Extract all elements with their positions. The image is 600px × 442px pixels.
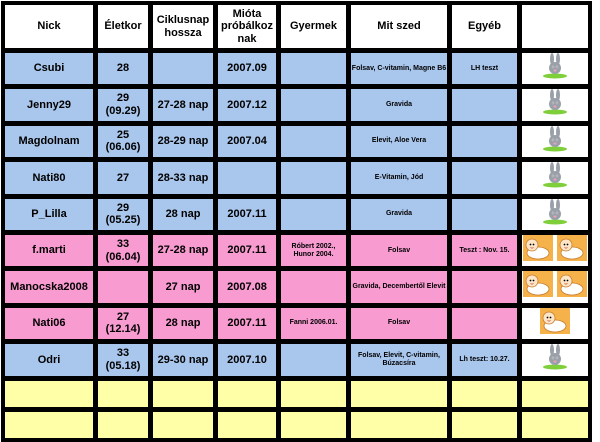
cell-meds: Folsav, Elevit, C-vitamin, Búzacsíra (350, 343, 448, 376)
cell-cycle: 28-33 nap (152, 161, 214, 194)
table-row (4, 88, 589, 121)
cell-nick: P_Lilla (4, 198, 94, 231)
cell-age: 29 (09.29) (97, 88, 149, 121)
cell-cycle (152, 380, 214, 408)
table-row (4, 234, 589, 267)
cell-since: 2007.10 (217, 343, 277, 376)
cell-icons (521, 380, 589, 408)
cell-other: Teszt : Nov. 15. (451, 234, 518, 267)
cell-cycle: 27-28 nap (152, 234, 214, 267)
cell-nick: Csubi (4, 52, 94, 85)
header-cycle (152, 4, 214, 49)
cell-child (280, 198, 347, 231)
tracking-table (1, 1, 592, 442)
cell-meds: Gravida (350, 88, 448, 121)
header-cycle-line-1: Ciklusnap (156, 13, 210, 26)
cell-meds: Folsav, C-vitamin, Magne B6 (350, 52, 448, 85)
cell-since: 2007.11 (217, 307, 277, 340)
header-since-line-2: próbálkoz (221, 20, 273, 33)
header-since-line-3: nak (237, 32, 257, 45)
baby-icon (523, 235, 553, 266)
cell-meds: Gravida (350, 198, 448, 231)
table-row (4, 52, 589, 85)
bunny-icon (542, 53, 568, 84)
cell-cycle: 28 nap (152, 198, 214, 231)
cell-meds: Gravida, Decembertől Elevit (350, 270, 448, 303)
cell-child: Fanni 2006.01. (280, 307, 347, 340)
header-since (217, 4, 277, 49)
cell-age (97, 270, 149, 303)
cell-since: 2007.09 (217, 52, 277, 85)
table-row (4, 380, 589, 408)
baby-icon (557, 271, 587, 302)
cell-meds: Folsav (350, 307, 448, 340)
header-icons (521, 4, 589, 49)
cell-since: 2007.11 (217, 198, 277, 231)
cell-meds (350, 411, 448, 439)
cell-other (451, 307, 518, 340)
cell-child (280, 52, 347, 85)
cell-other: Lh teszt: 10.27. (451, 343, 518, 376)
cell-other (451, 161, 518, 194)
cell-age (97, 411, 149, 439)
cell-icons (521, 198, 589, 231)
header-cycle-line-2: hossza (164, 26, 202, 39)
bunny-icon (542, 89, 568, 120)
bunny-icon (542, 199, 568, 230)
cell-nick: Nati80 (4, 161, 94, 194)
bunny-icon (542, 126, 568, 157)
cell-child (280, 343, 347, 376)
table-row (4, 161, 589, 194)
cell-icons (521, 234, 589, 267)
cell-since: 2007.11 (217, 234, 277, 267)
cell-cycle: 27 nap (152, 270, 214, 303)
cell-meds: E-Vitamin, Jód (350, 161, 448, 194)
cell-child (280, 270, 347, 303)
cell-since: 2007.08 (217, 270, 277, 303)
cell-age: 33 (06.04) (97, 234, 149, 267)
cell-child (280, 161, 347, 194)
baby-icon (557, 235, 587, 266)
table-row (4, 125, 589, 158)
header-meds: Mit szed (350, 4, 448, 49)
bunny-icon (542, 344, 568, 375)
cell-other (451, 380, 518, 408)
cell-icons (521, 125, 589, 158)
cell-icons (521, 307, 589, 340)
cell-age: 25 (06.06) (97, 125, 149, 158)
table-row (4, 411, 589, 439)
cell-icons (521, 52, 589, 85)
cell-nick (4, 380, 94, 408)
baby-icon (523, 271, 553, 302)
header-row (4, 4, 589, 49)
table-body (4, 52, 589, 439)
cell-age: 29 (05.25) (97, 198, 149, 231)
cell-child (280, 125, 347, 158)
cell-nick: f.marti (4, 234, 94, 267)
cell-cycle (152, 411, 214, 439)
cell-icons (521, 88, 589, 121)
cell-child: Róbert 2002., Hunor 2004. (280, 234, 347, 267)
header-other: Egyéb (451, 4, 518, 49)
table-row (4, 307, 589, 340)
cell-age: 28 (97, 52, 149, 85)
table-row (4, 198, 589, 231)
cell-cycle: 28-29 nap (152, 125, 214, 158)
cell-icons (521, 343, 589, 376)
cell-icons (521, 161, 589, 194)
bunny-icon (542, 162, 568, 193)
cell-other (451, 270, 518, 303)
table-row (4, 343, 589, 376)
cell-icons (521, 270, 589, 303)
cell-cycle: 28 nap (152, 307, 214, 340)
cell-other: LH teszt (451, 52, 518, 85)
cell-child (280, 88, 347, 121)
cell-icons (521, 411, 589, 439)
cell-meds: Folsav (350, 234, 448, 267)
baby-icon (540, 308, 570, 339)
cell-nick: Manocska2008 (4, 270, 94, 303)
cell-nick: Nati06 (4, 307, 94, 340)
cell-nick: Jenny29 (4, 88, 94, 121)
cell-since (217, 161, 277, 194)
cell-cycle (152, 52, 214, 85)
header-age: Életkor (97, 4, 149, 49)
cell-other (451, 198, 518, 231)
cell-age: 27 (97, 161, 149, 194)
cell-since (217, 411, 277, 439)
cell-child (280, 411, 347, 439)
cell-meds: Elevit, Aloe Vera (350, 125, 448, 158)
table-row (4, 270, 589, 303)
cell-meds (350, 380, 448, 408)
cell-other (451, 125, 518, 158)
cell-age: 27 (12.14) (97, 307, 149, 340)
cell-cycle: 27-28 nap (152, 88, 214, 121)
cell-nick (4, 411, 94, 439)
header-child: Gyermek (280, 4, 347, 49)
cell-cycle: 29-30 nap (152, 343, 214, 376)
header-since-line-1: Mióta (232, 7, 262, 20)
cell-since (217, 380, 277, 408)
cell-child (280, 380, 347, 408)
cell-other (451, 88, 518, 121)
cell-since: 2007.04 (217, 125, 277, 158)
cell-since: 2007.12 (217, 88, 277, 121)
cell-other (451, 411, 518, 439)
cell-age (97, 380, 149, 408)
cell-nick: Magdolnam (4, 125, 94, 158)
cell-age: 33 (05.18) (97, 343, 149, 376)
header-nick: Nick (4, 4, 94, 49)
cell-nick: Odri (4, 343, 94, 376)
